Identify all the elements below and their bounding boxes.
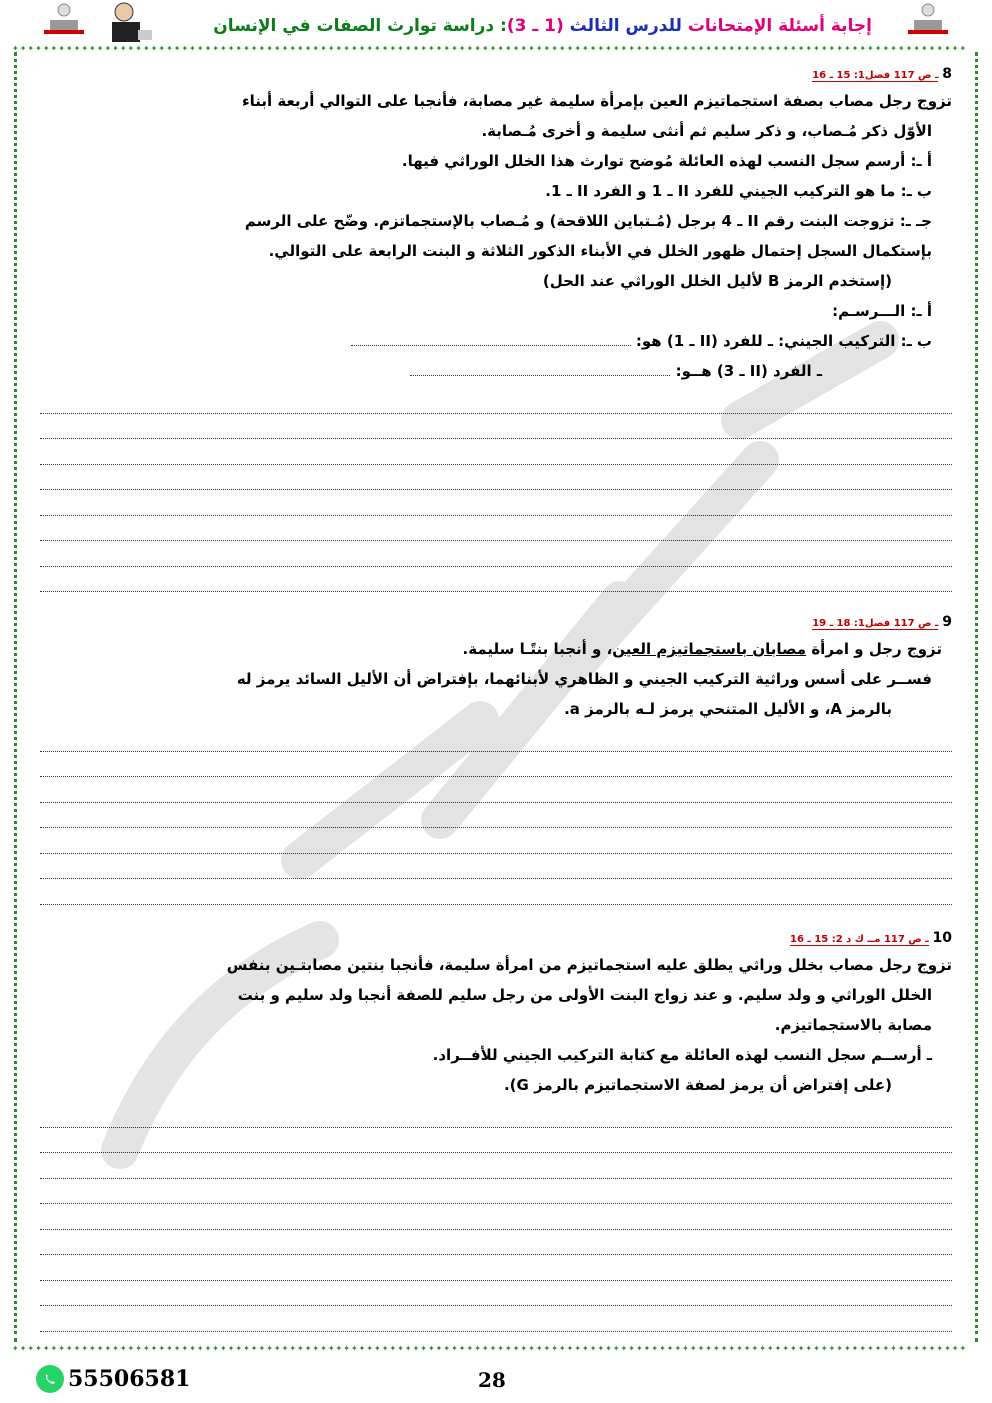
question-number: 10 <box>932 930 952 946</box>
answer-line[interactable] <box>40 1255 952 1281</box>
question-reference: ـ ص 117 فصل1: 15 ـ 16 <box>812 70 939 81</box>
question-number: 8 <box>942 66 952 82</box>
thinking-man-icon <box>104 0 154 46</box>
answer-blank[interactable] <box>351 333 631 346</box>
question-10-header <box>40 930 952 946</box>
answer-line[interactable] <box>40 388 952 414</box>
answer-lines <box>40 726 952 905</box>
answer-line[interactable] <box>40 777 952 803</box>
answer-line[interactable] <box>40 1102 952 1128</box>
answer-line[interactable] <box>40 541 952 567</box>
question-number: 9 <box>942 614 952 630</box>
answer-line[interactable] <box>40 1153 952 1179</box>
question-text-line: بالرمز A، و الأليل المتنحي يرمز لـه بالرمز a. <box>564 700 892 718</box>
question-text-line: تزوج رجل مصاب بخلل وراثي يطلق عليه استجماتيزم من امرأة سليمة، فأنجبا بنتين مصابتـين بنفس <box>226 956 952 974</box>
title-part-3: (1 ـ 3) <box>506 16 564 36</box>
text-fragment-underlined: مصابان باستجماتيزم العين <box>612 640 807 658</box>
page-number: 28 <box>478 1368 506 1392</box>
answer-line[interactable] <box>40 803 952 829</box>
answer-lines <box>40 1102 952 1332</box>
question-text-line: (إستخدم الرمز B لأليل الخلل الوراثي عند الحل) <box>542 272 892 290</box>
answer-line[interactable] <box>40 879 952 905</box>
answer-line[interactable] <box>40 1281 952 1307</box>
answer-genotype-line-2 <box>40 356 952 386</box>
phone-number: 55506581 <box>68 1366 191 1392</box>
question-reference: ـ ص 117 مــ ك د 2: 15 ـ 16 <box>790 934 929 945</box>
question-text-line: الأوّل ذكر مُـصاب، و ذكر سليم ثم أنثى سليمة و أخرى مُـصابة. <box>481 122 932 140</box>
page-title <box>213 16 872 36</box>
page-header <box>0 0 992 50</box>
answer-line[interactable] <box>40 1306 952 1332</box>
answer-line[interactable] <box>40 854 952 880</box>
answer-line[interactable] <box>40 516 952 542</box>
answer-genotype-line-1 <box>40 326 952 356</box>
text-fragment: ، و أنجبا بنتًـا سليمة. <box>462 640 613 658</box>
whatsapp-icon <box>36 1365 64 1393</box>
answer-line[interactable] <box>40 752 952 778</box>
question-8-header <box>40 66 952 82</box>
border-right <box>965 52 978 1342</box>
answer-lines <box>40 388 952 592</box>
question-text-line: ب ـ: ما هو التركيب الجيني للفرد II ـ 1 و الفرد II ـ 1. <box>545 182 932 200</box>
question-8 <box>40 66 952 592</box>
question-10 <box>40 930 952 1332</box>
question-text-line: مصابة بالاستجماتيزم. <box>774 1016 932 1034</box>
title-part-2: للدرس الثالث <box>563 16 688 36</box>
border-left <box>14 52 27 1342</box>
question-text-line: بإستكمال السجل إحتمال ظهور الخلل في الأبناء الذكور الثلاثة و البنت الرابعة على التوالي. <box>268 242 932 260</box>
answer-label: ـ الفرد (II ـ 3) هــو: <box>675 362 822 380</box>
question-text-line: جـ ـ: تزوجت البنت رقم II ـ 4 برجل (مُـتباين اللاقحة) و مُـصاب بالإستجماتزم. وضّح على الرسم <box>244 212 932 230</box>
answer-line[interactable] <box>40 726 952 752</box>
answer-line[interactable] <box>40 439 952 465</box>
question-text-line: تزوج رجل مصاب بصفة استجماتيزم العين بإمرأة سليمة غير مصابة، فأنجبا على التوالي أربعة أبناء <box>241 92 952 110</box>
question-9 <box>40 614 952 905</box>
student-reading-icon <box>40 2 88 42</box>
answer-line[interactable] <box>40 414 952 440</box>
border-bottom: ✦✦✦✦✦✦✦✦✦✦✦✦✦✦✦✦✦✦✦✦✦✦✦✦✦✦✦✦✦✦✦✦✦✦✦✦✦✦✦✦✦✦✦✦✦✦✦✦✦✦✦✦✦✦✦✦✦✦✦✦✦✦✦✦✦✦✦✦✦✦✦✦✦✦✦✦✦✦✦✦✦✦✦✦✦✦✦✦✦✦✦✦✦✦✦✦✦✦✦✦✦✦✦✦✦✦✦✦✦✦✦✦✦✦✦✦✦✦✦✦✦✦✦✦ <box>12 1344 968 1352</box>
answer-line[interactable] <box>40 465 952 491</box>
text-fragment: تزوج رجل و امرأة <box>806 640 942 658</box>
answer-line[interactable] <box>40 828 952 854</box>
question-text-line: ـ أرســم سجل النسب لهذه العائلة مع كتابة التركيب الجيني للأفــراد. <box>432 1046 932 1064</box>
question-text-line <box>40 634 952 664</box>
student-reading-icon <box>904 2 952 42</box>
answer-line[interactable] <box>40 1128 952 1154</box>
answer-line[interactable] <box>40 1179 952 1205</box>
answer-label: ب ـ: التركيب الجيني: ـ للفرد (II ـ 1) هو: <box>635 332 932 350</box>
question-text-line: (على إفتراض أن يرمز لصفة الاستجماتيزم بالرمز G). <box>503 1076 892 1094</box>
answer-line[interactable] <box>40 1230 952 1256</box>
question-text-line: أ ـ: أرسم سجل النسب لهذه العائلة مُوضح توارث هذا الخلل الوراثي فيها. <box>401 152 932 170</box>
answer-drawing-label: أ ـ: الـــرسـم: <box>832 302 932 320</box>
answer-line[interactable] <box>40 490 952 516</box>
question-text-line: فســر على أسس وراثية التركيب الجيني و الظاهري لأبنائهما، بإفتراض أن الأليل السائد يرمز له <box>236 670 932 688</box>
answer-line[interactable] <box>40 1204 952 1230</box>
footer-phone <box>36 1365 190 1393</box>
title-part-4: : دراسة توارث الصفات في الإنسان <box>213 16 507 36</box>
question-9-header <box>40 614 952 630</box>
answer-line[interactable] <box>40 567 952 593</box>
title-part-1: إجابة أسئلة الإمتحانات <box>687 16 872 36</box>
border-top: ✦✦✦✦✦✦✦✦✦✦✦✦✦✦✦✦✦✦✦✦✦✦✦✦✦✦✦✦✦✦✦✦✦✦✦✦✦✦✦✦✦✦✦✦✦✦✦✦✦✦✦✦✦✦✦✦✦✦✦✦✦✦✦✦✦✦✦✦✦✦✦✦✦✦✦✦✦✦✦✦✦✦✦✦✦✦✦✦✦✦✦✦✦✦✦✦✦✦✦✦✦✦✦✦✦✦✦✦✦✦✦✦✦✦✦✦✦✦✦✦✦✦✦✦ <box>12 44 968 52</box>
answer-blank[interactable] <box>410 363 670 376</box>
question-reference: ـ ص 117 فصل1: 18 ـ 19 <box>812 618 939 629</box>
question-text-line: الخلل الوراثي و ولد سليم. و عند زواج البنت الأولى من رجل سليم للصفة أنجبا ولد سليم و بنت <box>237 986 932 1004</box>
